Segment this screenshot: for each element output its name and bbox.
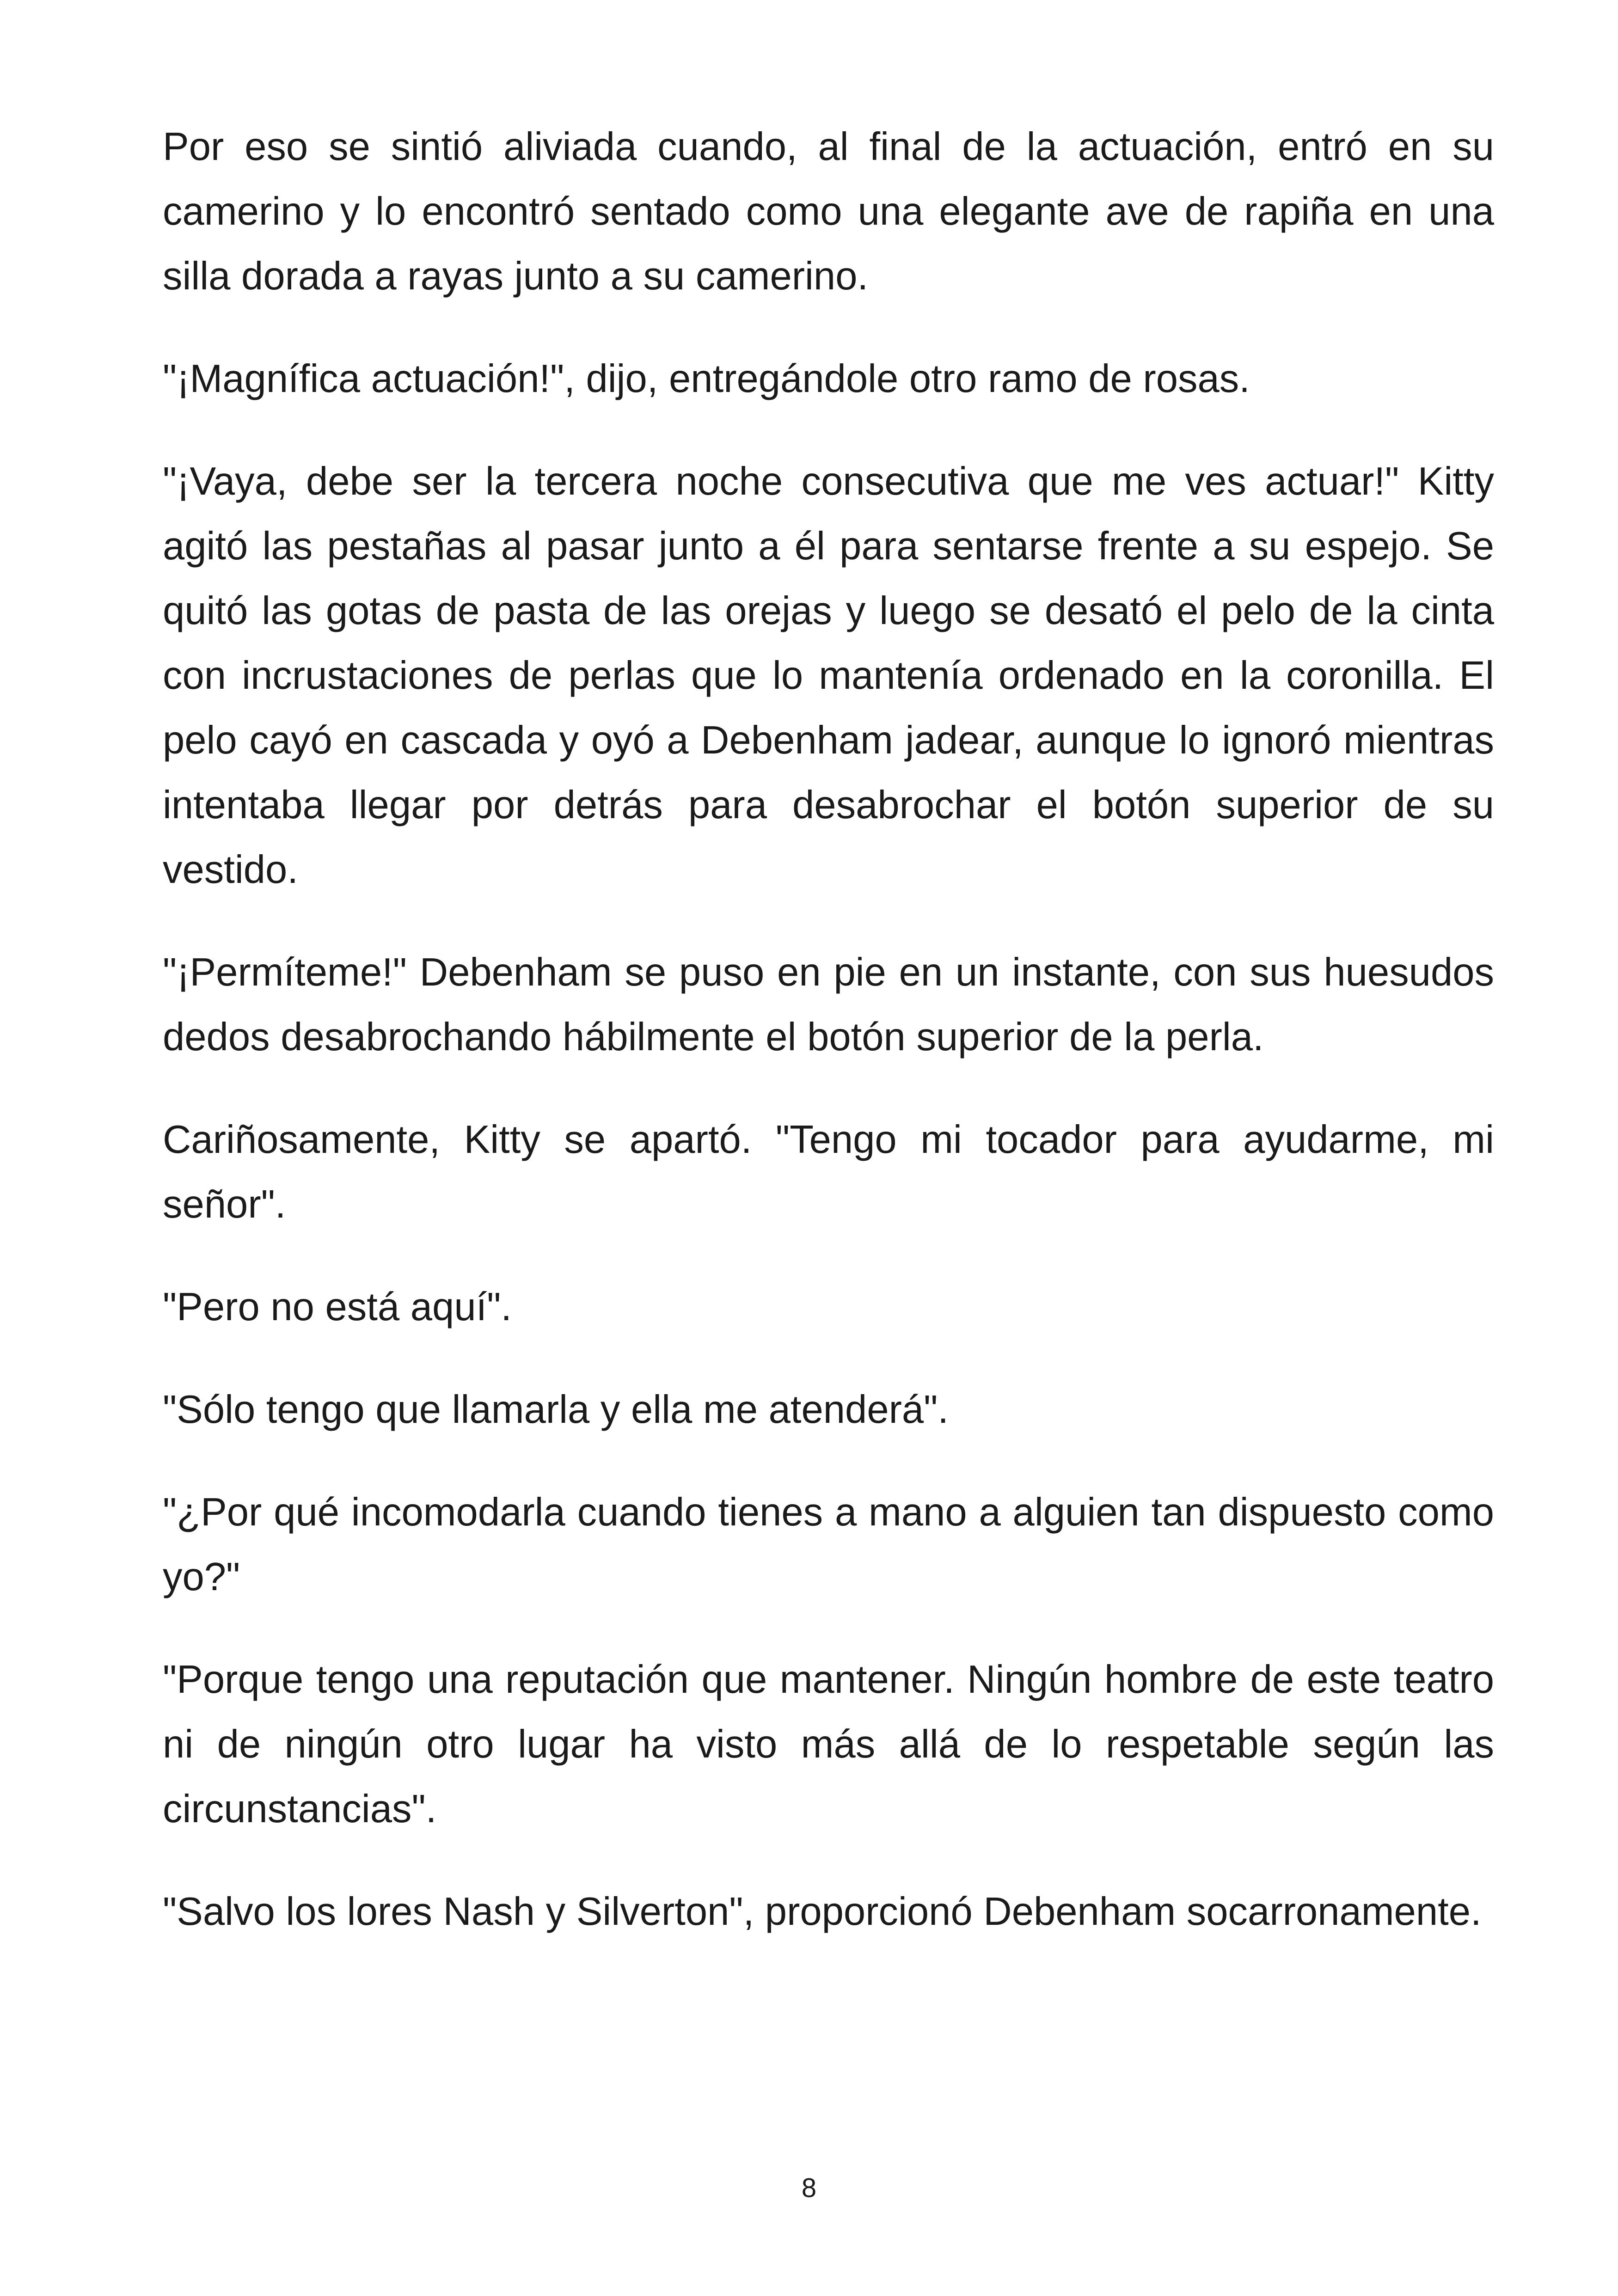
page-number: 8 bbox=[801, 2173, 817, 2203]
paragraph-10: "Salvo los lores Nash y Silverton", proporcionó Debenham socarronamente. bbox=[163, 1890, 1482, 1934]
paragraph-1: Por eso se sintió aliviada cuando, al final de la actuación, entró en su camerino y lo encontró sentado como una elegante ave de rapiña en una silla dorada a rayas junto a su camerino. bbox=[163, 125, 1494, 298]
paragraph-6: "Pero no está aquí". bbox=[163, 1285, 512, 1329]
paragraph-7: "Sólo tengo que llamarla y ella me atenderá". bbox=[163, 1388, 949, 1432]
body-text bbox=[163, 115, 1494, 1982]
paragraph-4: "¡Permíteme!" Debenham se puso en pie en un instante, con sus huesudos dedos desabrochando hábilmente el botón superior de la perla. bbox=[163, 950, 1494, 1059]
paragraph-8: "¿Por qué incomodarla cuando tienes a mano a alguien tan dispuesto como yo?" bbox=[163, 1490, 1494, 1599]
paragraph-3: "¡Vaya, debe ser la tercera noche consecutiva que me ves actuar!" Kitty agitó las pestañas al pasar junto a él para sentarse frente a su espejo. Se quitó las gotas de pasta de las orejas y luego se desató el pelo de la cinta con incrustaciones de perlas que lo mantenía ordenado en la coronilla. El pelo cayó en cascada y oyó a Debenham jadear, aunque lo ignoró mientras intentaba llegar por detrás para desabrochar el botón superior de su vestido. bbox=[163, 459, 1494, 892]
paragraph-2: "¡Magnífica actuación!", dijo, entregándole otro ramo de rosas. bbox=[163, 357, 1250, 401]
paragraph-9: "Porque tengo una reputación que mantener. Ningún hombre de este teatro ni de ningún otro lugar ha visto más allá de lo respetable según las circunstancias". bbox=[163, 1658, 1494, 1831]
paragraph-5: Cariñosamente, Kitty se apartó. "Tengo mi tocador para ayudarme, mi señor". bbox=[163, 1118, 1494, 1226]
